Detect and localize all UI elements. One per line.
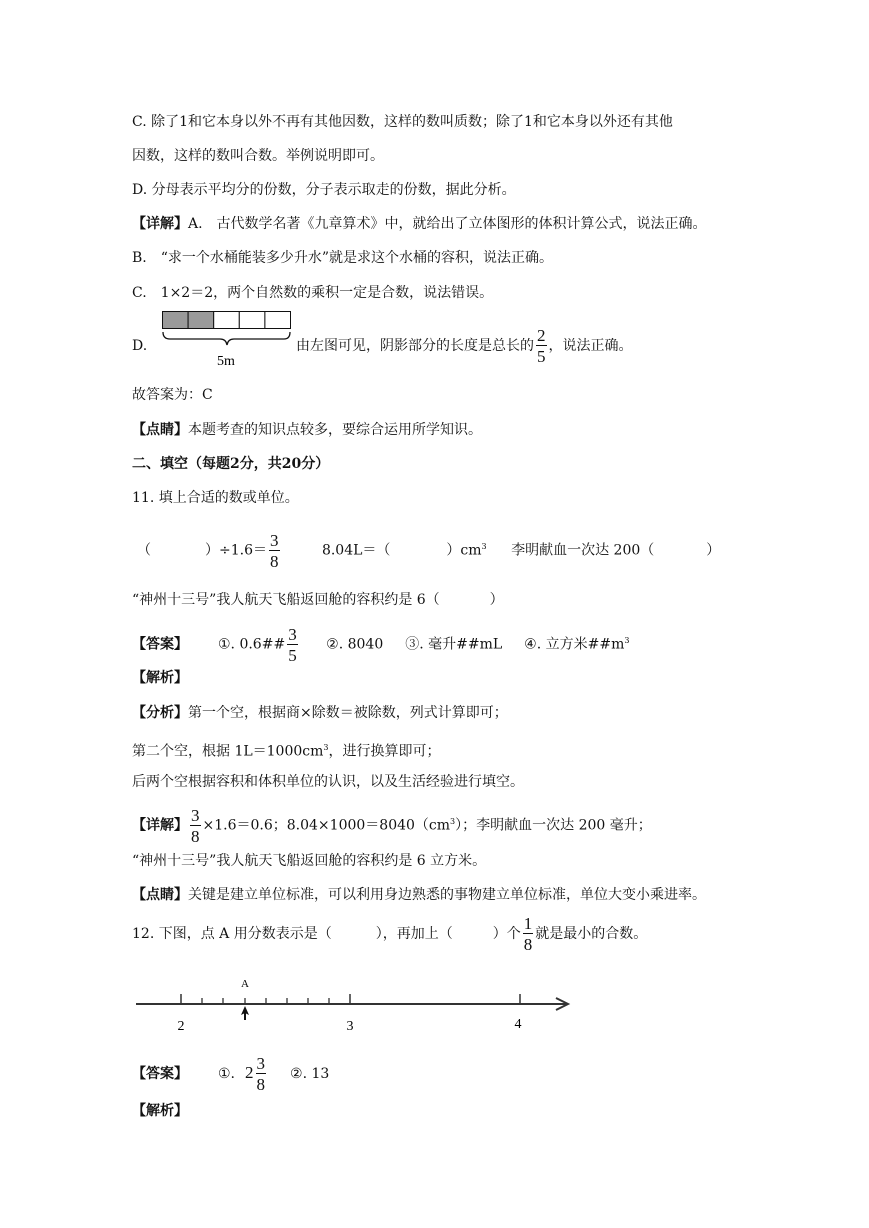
text-line: C. 1×2＝2，两个自然数的乘积一定是合数，说法错误。 xyxy=(132,285,494,301)
text-line: D. 分母表示平均分的份数，分子表示取走的份数，据此分析。 xyxy=(132,182,516,198)
detail-tag: 【详解】 xyxy=(132,216,188,232)
fraction: $\frac{3}{8}$ xyxy=(270,530,279,571)
detail2-line: 【详解】 $\frac{3}{8}$ ×1.6＝0.6；$8.04\times 1000=8040(cm^3)$；李明献血一次达 200 毫升； xyxy=(132,805,652,846)
text-line: 【点睛】关键是建立单位标准，可以利用身边熟悉的事物建立单位标准，单位大变小乘进率。 xyxy=(132,887,706,903)
fraction: $\frac{3}{8}$ xyxy=(256,1054,266,1094)
fraction: $\frac{3}{8}$ xyxy=(191,805,200,846)
text-line: “神州十三号”我人航天飞船返回舱的容积约是 6（ ） xyxy=(132,592,504,608)
tick-label: 4 xyxy=(514,1017,522,1032)
text-line xyxy=(132,214,707,234)
bar-cell xyxy=(265,312,291,329)
answer12-line: 【答案】 ①. 2 $\frac{3}{8}$ ②. 13 xyxy=(132,1054,330,1094)
bar-cell xyxy=(239,312,265,329)
text-line: 由左图可见，阴影部分的长度是总长的 $\frac{2}{5}$ ，说法正确。 xyxy=(296,326,633,366)
text-line: 【点睛】本题考查的知识点较多，要综合运用所学知识。 xyxy=(132,422,482,438)
section-title: 二、填空（每题2分，共20分） xyxy=(132,456,330,472)
text-line: C. 除了1和它本身以外不再有其他因数，这样的数叫质数；除了1和它本身以外还有其他 xyxy=(132,114,673,130)
point-a-label: A xyxy=(241,978,249,990)
text-line: 因数，这样的数叫合数。举例说明即可。 xyxy=(132,148,384,164)
brace xyxy=(163,332,290,345)
text-line: 第二个空，根据 $1L=1000cm^3$，进行换算即可； xyxy=(132,743,441,760)
bar-cell xyxy=(214,312,240,329)
text-line: 故答案为：C xyxy=(132,387,213,403)
detail-a: A. 古代数学名著《九章算术》中，就给出了立体图形的体积计算公式，说法正确。 xyxy=(188,216,707,232)
fraction: $\frac{3}{5}$ xyxy=(288,624,297,665)
tick-label: 2 xyxy=(177,1019,185,1034)
bar-cell-shaded xyxy=(163,312,189,329)
number-line xyxy=(132,972,577,1036)
analysis-tag: 【解析】 xyxy=(132,1103,188,1119)
text-line: “神州十三号”我人航天飞船返回舱的容积约是 6 立方米。 xyxy=(132,853,487,869)
text-line: B. “求一个水桶能装多少升水”就是求这个水桶的容积，说法正确。 xyxy=(132,250,554,266)
analysis-tag: 【解析】 xyxy=(132,670,188,686)
figure-label: 5m xyxy=(217,354,235,369)
tick-label: 3 xyxy=(346,1019,354,1034)
detail-d-text: 由左图可见，阴影部分的长度是总长的 xyxy=(296,338,534,354)
fraction: $\frac{2}{5}$ xyxy=(537,326,546,366)
fraction: $\frac{1}{8}$ xyxy=(523,914,533,954)
q11-fill-line: （ ）÷1.6＝ $\frac{3}{8}$ 8.04L＝（ ）$cm^3$ 李明献血一次达 200（ ） xyxy=(137,530,721,571)
answer-line: 【答案】 ①. 0.6## $\frac{3}{5}$ ②. 8040 ③. 毫升##mL ④. 立方米$\#\#m^3$ xyxy=(132,624,630,665)
text-line: 【分析】第一个空，根据商×除数＝被除数，列式计算即可； xyxy=(132,705,508,721)
detail-d-prefix: D. xyxy=(132,338,148,354)
question-title: 11. 填上合适的数或单位。 xyxy=(132,490,299,506)
q12-line: 12. 下图，点 A 用分数表示是（ ），再加上（ ）个 $\frac{1}{8}$ 就是最小的合数。 xyxy=(132,914,648,954)
bar-figure xyxy=(162,311,294,373)
bar-cell-shaded xyxy=(188,312,214,329)
text-line: 后两个空根据容积和体积单位的认识，以及生活经验进行填空。 xyxy=(132,774,524,790)
